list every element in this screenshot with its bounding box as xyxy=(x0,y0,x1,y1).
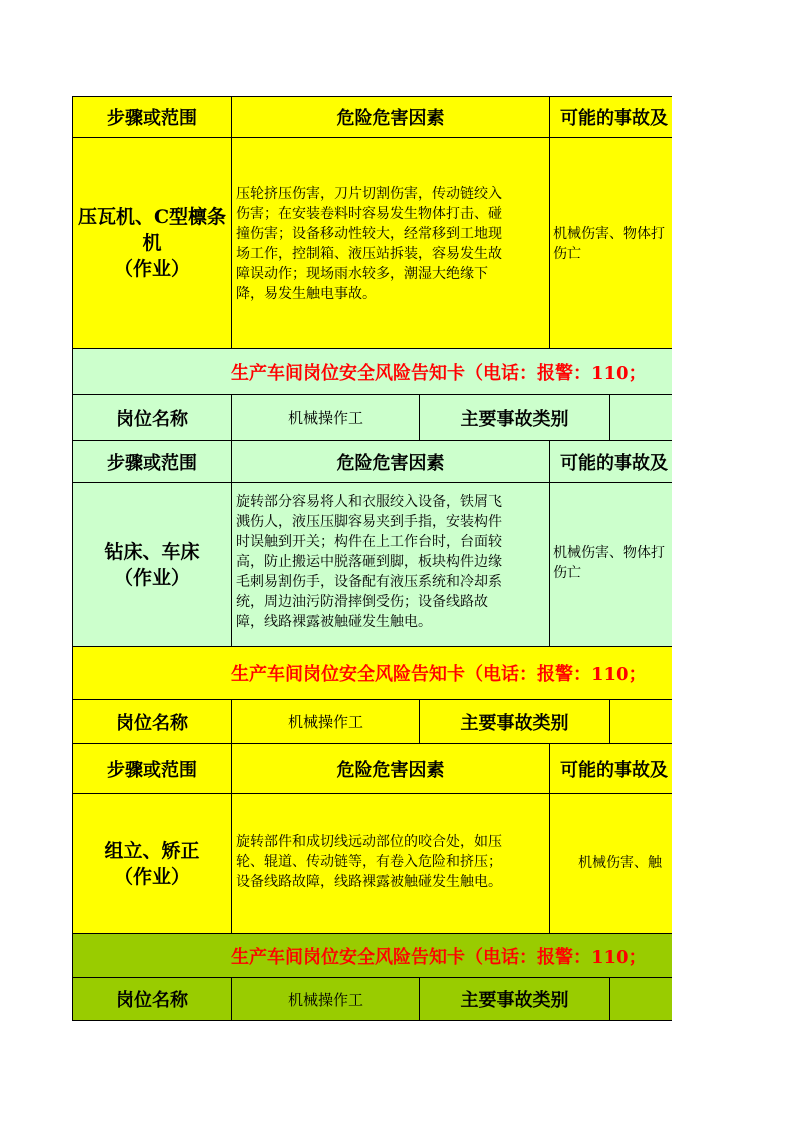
step-cell xyxy=(72,483,232,647)
hazard-line: 降，易发生触电事故。 xyxy=(236,286,376,302)
hazard-line: 旋转部件和成切线远动部位的咬合处，如压 xyxy=(236,834,502,850)
post-name-value: 机械操作工 xyxy=(232,700,420,744)
hazard-line: 伤害；在安装卷料时容易发生物体打击、碰 xyxy=(236,206,502,222)
hazard-line: 障，线路裸露被触碰发生触电。 xyxy=(236,614,432,630)
main-accident-value xyxy=(610,395,672,441)
main-accident-label: 主要事故类别 xyxy=(420,395,610,441)
post-name-value: 机械操作工 xyxy=(232,395,420,441)
accident-cell xyxy=(550,794,672,934)
banner: 生产车间岗位安全风险告知卡（电话：报警：110； xyxy=(72,647,672,700)
accident-cell xyxy=(550,138,672,349)
hazard-header: 危险危害因素 xyxy=(232,744,550,794)
step-mode: （作业） xyxy=(113,258,190,280)
hazard-line: 旋转部分容易将人和衣服绞入设备，铁屑飞 xyxy=(236,494,502,510)
step-cell xyxy=(72,138,232,349)
step-cell xyxy=(72,794,232,934)
post-name-value: 机械操作工 xyxy=(232,978,420,1021)
post-name-label: 岗位名称 xyxy=(72,395,232,441)
accident-line: 机械伤害、物体打 xyxy=(553,545,665,561)
accident-cell xyxy=(550,483,672,647)
hazard-line: 场工作，控制箱、液压站拆装，容易发生故 xyxy=(236,246,502,262)
step-name-cont: 机 xyxy=(142,232,162,254)
risk-card-sheet xyxy=(72,96,672,1021)
banner: 生产车间岗位安全风险告知卡（电话：报警：110； xyxy=(72,934,672,978)
hazard-header: 危险危害因素 xyxy=(232,96,550,138)
hazard-cell xyxy=(232,138,550,349)
main-accident-value xyxy=(610,978,672,1021)
main-accident-label: 主要事故类别 xyxy=(420,700,610,744)
accident-header: 可能的事故及 xyxy=(550,744,672,794)
post-name-label: 岗位名称 xyxy=(72,700,232,744)
accident-header: 可能的事故及 xyxy=(550,441,672,483)
hazard-line: 撞伤害；设备移动性较大，经常移到工地现 xyxy=(236,226,502,242)
hazard-header: 危险危害因素 xyxy=(232,441,550,483)
hazard-cell xyxy=(232,794,550,934)
hazard-line: 障误动作；现场雨水较多，潮湿大绝缘下 xyxy=(236,266,488,282)
accident-line: 机械伤害、物体打 xyxy=(553,226,665,242)
step-header: 步骤或范围 xyxy=(72,441,232,483)
main-accident-value xyxy=(610,700,672,744)
step-name: 组立、矫正 xyxy=(104,839,200,862)
accident-header: 可能的事故及 xyxy=(550,96,672,138)
hazard-line: 轮、辊道、传动链等，有卷入危险和挤压； xyxy=(236,854,502,870)
post-name-label: 岗位名称 xyxy=(72,978,232,1021)
accident-line: 伤亡 xyxy=(553,565,581,581)
banner: 生产车间岗位安全风险告知卡（电话：报警：110； xyxy=(72,349,672,395)
step-name: 压瓦机、C型檩条 xyxy=(77,206,227,228)
hazard-line: 溅伤人，液压压脚容易夹到手指，安装构件 xyxy=(236,514,502,530)
main-accident-label: 主要事故类别 xyxy=(420,978,610,1021)
step-mode: （作业） xyxy=(113,865,190,888)
hazard-line: 高，防止搬运中脱落砸到脚，板块构件边缘 xyxy=(236,554,502,570)
step-name: 钻床、车床 xyxy=(104,540,200,563)
hazard-line: 设备线路故障，线路裸露被触碰发生触电。 xyxy=(236,874,502,890)
step-header: 步骤或范围 xyxy=(72,96,232,138)
accident-line: 机械伤害、触 xyxy=(578,855,662,871)
hazard-cell xyxy=(232,483,550,647)
step-header: 步骤或范围 xyxy=(72,744,232,794)
hazard-line: 毛刺易割伤手，设备配有液压系统和冷却系 xyxy=(236,574,502,590)
hazard-line: 压轮挤压伤害，刀片切割伤害，传动链绞入 xyxy=(236,186,502,202)
step-mode: （作业） xyxy=(113,566,190,589)
accident-line: 伤亡 xyxy=(553,246,581,262)
hazard-line: 统，周边油污防滑摔倒受伤；设备线路故 xyxy=(236,594,488,610)
hazard-line: 时误触到开关；构件在上工作台时，台面较 xyxy=(236,534,502,550)
